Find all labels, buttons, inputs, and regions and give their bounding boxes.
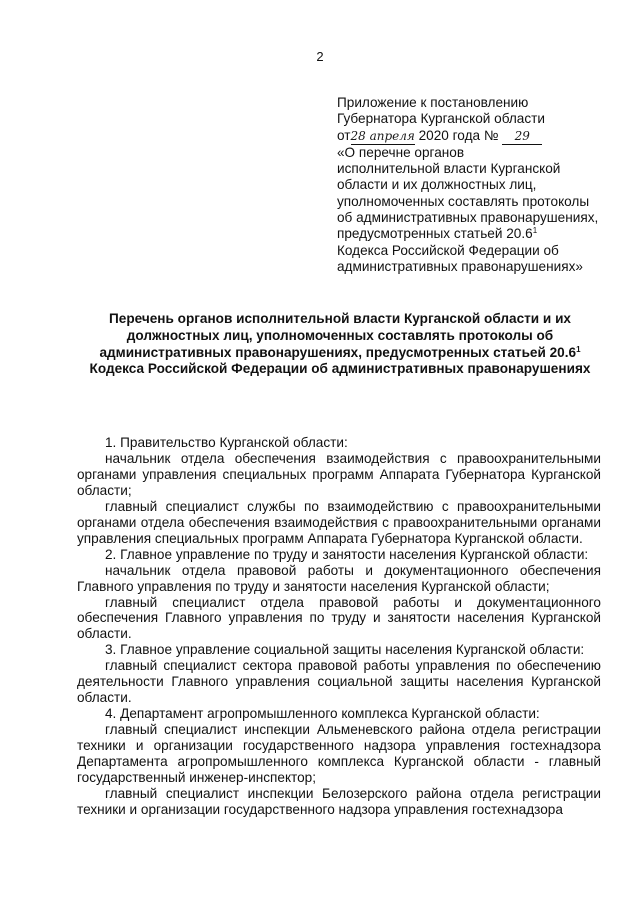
from-prefix: от [337,127,351,143]
list-item: начальник отдела обеспечения взаимодействия с правоохранительными органами управления специальных программ Аппарата Губернатора Курганской области; [77,450,601,498]
handwritten-number: 29 [514,128,530,143]
title-line: Кодекса Российской Федерации об административных правонарушениях [89,361,591,377]
year-text: 2020 года № [418,127,499,143]
list-item: главный специалист инспекции Белозерского района отдела регистрации техники и организации государственного надзора управления гостехнадзора [77,785,601,817]
appendix-line: административных правонарушениях» [337,258,583,274]
appendix-date-line [337,128,612,145]
list-item: главный специалист сектора правовой работы управления по обеспечению деятельности Главного управления социальной защиты населения Курганской области. [77,658,601,706]
appendix-article-line [337,226,612,242]
list-item: начальник отдела правовой работы и документационного обеспечения Главного управления по труду и занятости населения Курганской области; [77,562,601,594]
article-text: предусмотренных статьей 20.6 [337,226,533,242]
list-item: главный специалист службы по взаимодействию с правоохранительными органами отдела обеспечения взаимодействия с правоохранительными органами управления специальных программ Аппарата Губернатора Курганской области. [77,498,601,546]
appendix-line: исполнительной власти Курганской [337,161,561,177]
appendix-header [337,95,612,275]
section-heading: 2. Главное управление по труду и занятости населения Курганской области: [105,546,589,562]
appendix-line: «О перечне органов [337,144,465,160]
appendix-line: об административных правонарушениях, [337,210,599,226]
title-line: должностных лиц, уполномоченных составлять протоколы об [126,327,554,343]
list-item: главный специалист инспекции Альменевского района отдела регистрации техники и организации государственного надзора управления гостехнадзора Департамента агропромышленного комплекса Курганской области - главный государственный инженер-инспектор; [77,722,601,786]
section-heading: 4. Департамент агропромышленного комплекса Курганской области: [105,706,540,722]
section-heading: 1. Правительство Курганской области: [105,435,348,450]
document-body [77,435,601,818]
document-title [70,311,610,378]
list-item: главный специалист отдела правовой работы и документационного обеспечения Главного управления по труду и занятости населения Курганской области. [77,594,601,642]
appendix-line: области и их должностных лиц, [337,177,537,193]
appendix-line: Кодекса Российской Федерации об [337,242,559,258]
page-number: 2 [316,49,324,64]
number-blank [502,128,542,145]
title-article-text: административных правонарушениях, предусмотренных статьей 20.6 [99,344,577,360]
appendix-line: Приложение к постановлению [337,95,529,110]
appendix-line: Губернатора Курганской области [337,111,545,127]
title-line: Перечень органов исполнительной власти Курганской области и их [108,311,571,326]
section-heading: 3. Главное управление социальной защиты населения Курганской области: [105,642,585,658]
article-superscript: 1 [532,226,538,236]
appendix-line: уполномоченных составлять протоколы [337,193,590,209]
title-line [70,345,610,362]
title-superscript: 1 [576,344,581,354]
date-blank [351,128,415,145]
handwritten-date: 28 апреля [350,128,415,143]
